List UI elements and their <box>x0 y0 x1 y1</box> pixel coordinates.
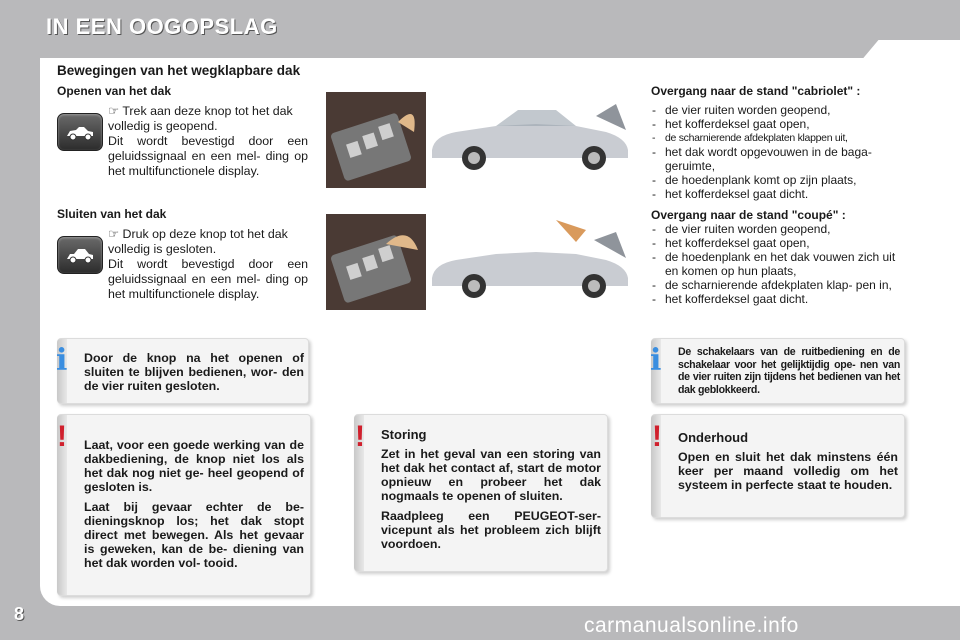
info-icon: i <box>650 343 662 378</box>
warning-text-left <box>84 438 304 576</box>
list-item: - het dak wordt opgevouwen in de baga- geruimte, <box>651 145 907 173</box>
close-heading: Sluiten van het dak <box>57 207 167 221</box>
car-cabriolet-photo <box>426 96 638 183</box>
coupe-section <box>651 208 907 306</box>
list-item: - de scharnierende afdekplaten klap- pen in, <box>651 278 907 292</box>
list-item: - de hoedenplank en het dak vouwen zich uit en komen op hun plaats, <box>651 250 907 278</box>
open-confirm: Dit wordt bevestigd door een geluidssignaal en een mel- ding op het multifunctionele display. <box>108 134 308 178</box>
warning-icon: ! <box>355 420 365 453</box>
list-item: - de vier ruiten worden geopend, <box>651 103 907 117</box>
warning-text-storing <box>381 428 601 557</box>
list-item: - de scharnierende afdekplaten klappen uit, <box>651 131 907 145</box>
cabriolet-heading: Overgang naar de stand "cabriolet" : <box>651 84 861 98</box>
warning-paragraph: Laat, voor een goede werking van de dakbediening, de knop niet los als het dak nog niet ge- heel geopend of gesloten is. <box>84 438 304 494</box>
page-title: IN EEN OOGOPSLAG <box>46 14 278 39</box>
close-text <box>58 227 308 302</box>
page-number: 8 <box>14 604 25 624</box>
warning-paragraph: Raadpleeg een PEUGEOT-ser- vicepunt als het probleem zich blijft voordoen. <box>381 509 601 551</box>
onderhoud-heading: Onderhoud <box>678 430 749 445</box>
list-item: - de vier ruiten worden geopend, <box>651 222 907 236</box>
warning-text-onderhoud <box>678 431 898 498</box>
warning-paragraph: Zet in het geval van een storing van het dak het contact af, start de motor opnieuw en probeer het dak nogmaals te openen of sluiten. <box>381 447 601 503</box>
warning-icon: ! <box>57 420 67 453</box>
section-title: Bewegingen van het wegklapbare dak <box>57 63 301 78</box>
cabriolet-list <box>651 103 907 201</box>
open-heading: Openen van het dak <box>57 84 172 98</box>
info-text-left: Door de knop na het openen of sluiten te blijven bedienen, wor- den de vier ruiten gesloten. <box>84 351 304 393</box>
coupe-list <box>651 222 907 306</box>
warning-paragraph: Open en sluit het dak minstens één keer per maand volledig om het systeem in perfecte staat te houden. <box>678 450 898 492</box>
list-item: - de hoedenplank komt op zijn plaats, <box>651 173 907 187</box>
panel-corner <box>860 40 960 62</box>
storing-heading: Storing <box>381 427 427 442</box>
watermark: carmanualsonline.info <box>584 614 799 637</box>
car-coupe-photo <box>426 216 638 311</box>
list-item: - het kofferdeksel gaat open, <box>651 236 907 250</box>
roof-switch-photo-close <box>326 214 426 315</box>
roof-switch-photo-open <box>326 92 426 193</box>
list-item: - het kofferdeksel gaat dicht. <box>651 292 907 306</box>
list-item: - het kofferdeksel gaat open, <box>651 117 907 131</box>
cabriolet-section <box>651 84 907 201</box>
list-item: - het kofferdeksel gaat dicht. <box>651 187 907 201</box>
warning-icon: ! <box>652 420 662 453</box>
open-instruction: ☞ Trek aan deze knop tot het dak volledig is geopend. <box>108 104 293 133</box>
close-confirm: Dit wordt bevestigd door een geluidssignaal en een mel- ding op het multifunctionele display. <box>108 257 308 301</box>
warning-paragraph: Laat bij gevaar echter de be- dieningsknop los; het dak stopt direct met bewegen. Als het gevaar is geweken, kan de be- diening van het dak worden vol- tooid. <box>84 500 304 570</box>
info-text-right: De schakelaars van de ruitbediening en de schakelaar voor het gelijktijdig ope- nen van de vier ruiten zijn tijdens het bedienen van het dak geblokkeerd. <box>678 346 900 396</box>
coupe-heading: Overgang naar de stand "coupé" : <box>651 208 846 222</box>
info-icon: i <box>56 343 68 378</box>
open-text <box>58 104 308 179</box>
close-instruction: ☞ Druk op deze knop tot het dak volledig is gesloten. <box>108 227 288 256</box>
